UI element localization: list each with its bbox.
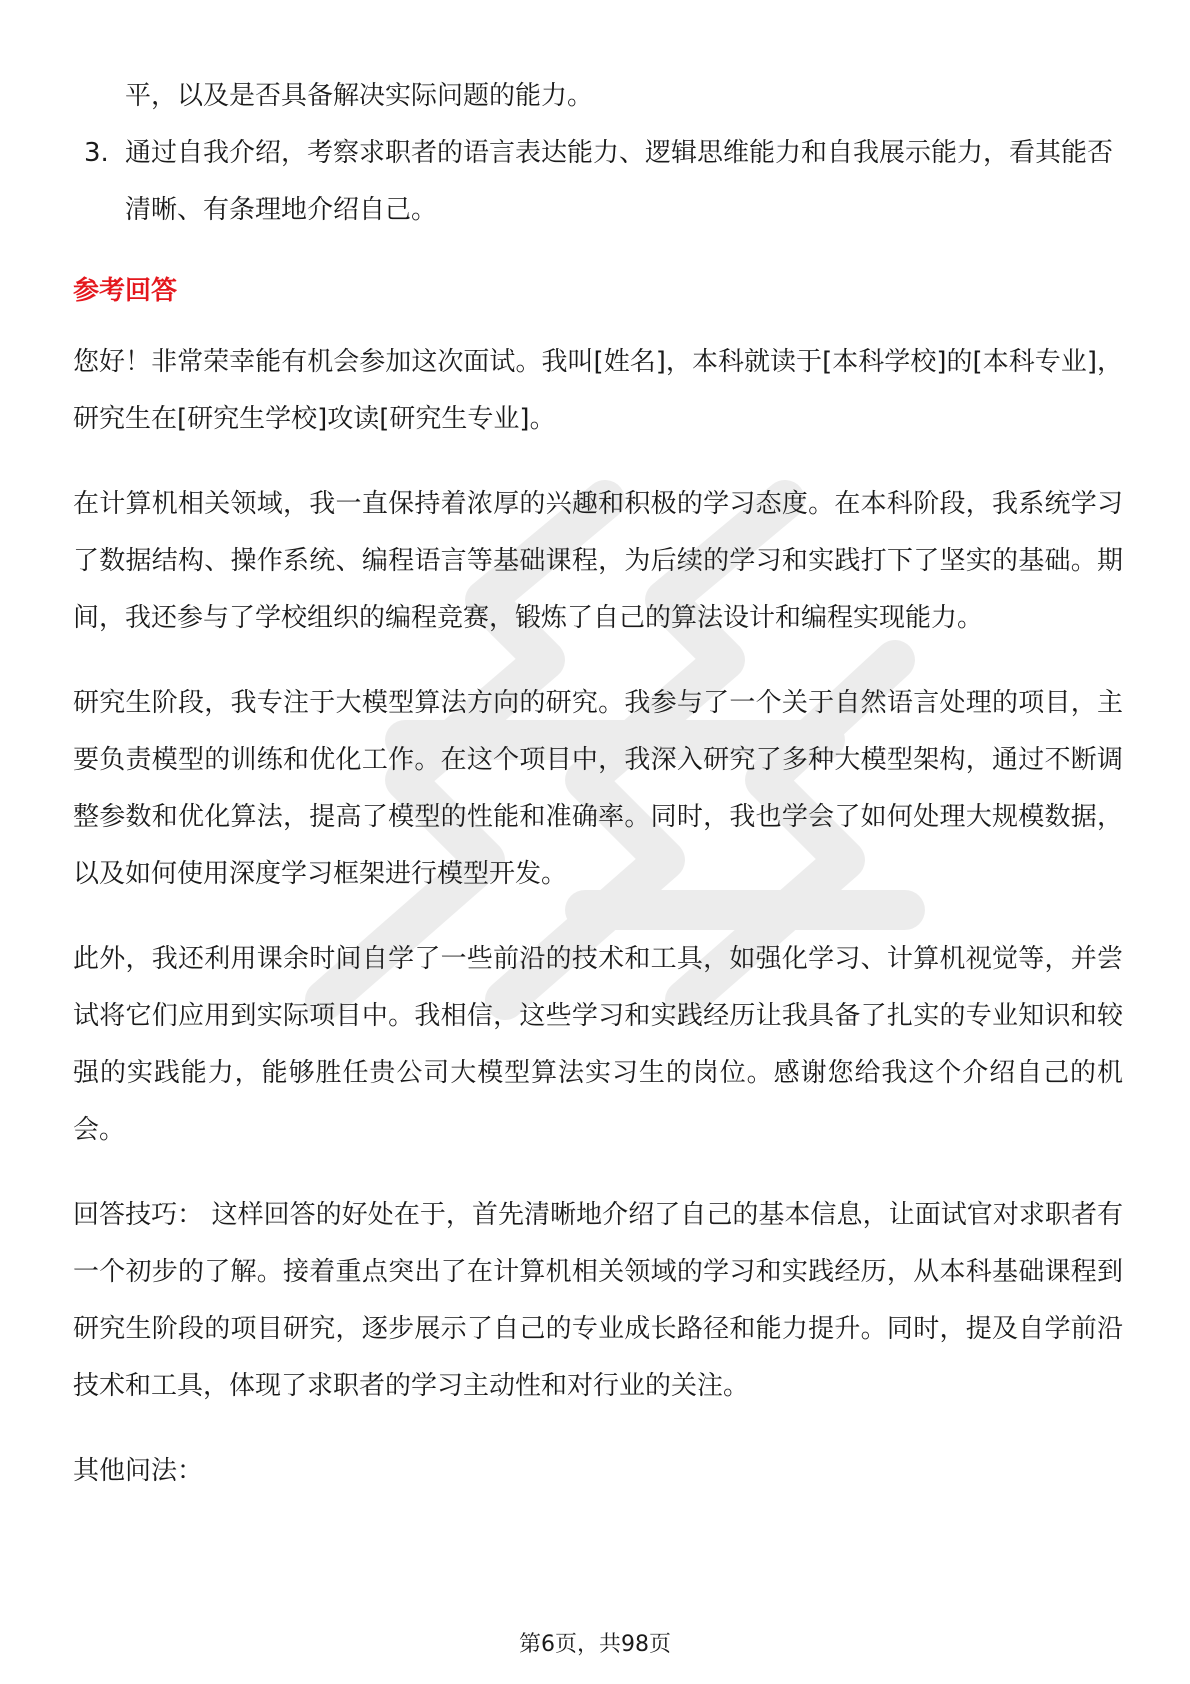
answer-tips-paragraph: 回答技巧： 这样回答的好处在于，首先清晰地介绍了自己的基本信息，让面试官对求职者有一个初步的了解。接着重点突出了在计算机相关领域的学习和实践经历，从本科基础课程到研究生阶段的项目研究，逐步展示了自己的专业成长路径和能力提升。同时，提及自学前沿技术和工具，体现了求职者的学习主动性和对行业的关注。 [73,1200,1123,1401]
answer-heading: 参考回答 [73,276,178,306]
other-questions-label: 其他问法： [73,1456,204,1486]
page-content [73,68,1123,1500]
answer-paragraph-extra: 此外，我还利用课余时间自学了一些前沿的技术和工具，如强化学习、计算机视觉等，并尝试将它们应用到实际项目中。我相信，这些学习和实践经历让我具备了扎实的专业知识和较强的实践能力，能够胜任贵公司大模型算法实习生的岗位。感谢您给我这个介绍自己的机会。 [73,944,1123,1145]
answer-paragraph-undergrad: 在计算机相关领域，我一直保持着浓厚的兴趣和积极的学习态度。在本科阶段，我系统学习了数据结构、操作系统、编程语言等基础课程，为后续的学习和实践打下了坚实的基础。期间，我还参与了学校组织的编程竞赛，锻炼了自己的算法设计和编程实现能力。 [73,489,1123,633]
answer-paragraph-graduate: 研究生阶段，我专注于大模型算法方向的研究。我参与了一个关于自然语言处理的项目，主要负责模型的训练和优化工作。在这个项目中，我深入研究了多种大模型架构，通过不断调整参数和优化算法，提高了模型的性能和准确率。同时，我也学会了如何处理大规模数据，以及如何使用深度学习框架进行模型开发。 [73,688,1123,889]
list-item-3 [73,125,1123,239]
list-item-continuation: 平，以及是否具备解决实际问题的能力。 [125,81,594,111]
page-number-footer: 第6页，共98页 [519,1632,671,1657]
list-number: 3. [84,138,109,168]
list-item-text: 通过自我介绍，考察求职者的语言表达能力、逻辑思维能力和自我展示能力，看其能否清晰、有条理地介绍自己。 [125,138,1114,225]
answer-paragraph-intro: 您好！非常荣幸能有机会参加这次面试。我叫[姓名]，本科就读于[本科学校]的[本科专业]，研究生在[研究生学校]攻读[研究生专业]。 [73,347,1123,434]
